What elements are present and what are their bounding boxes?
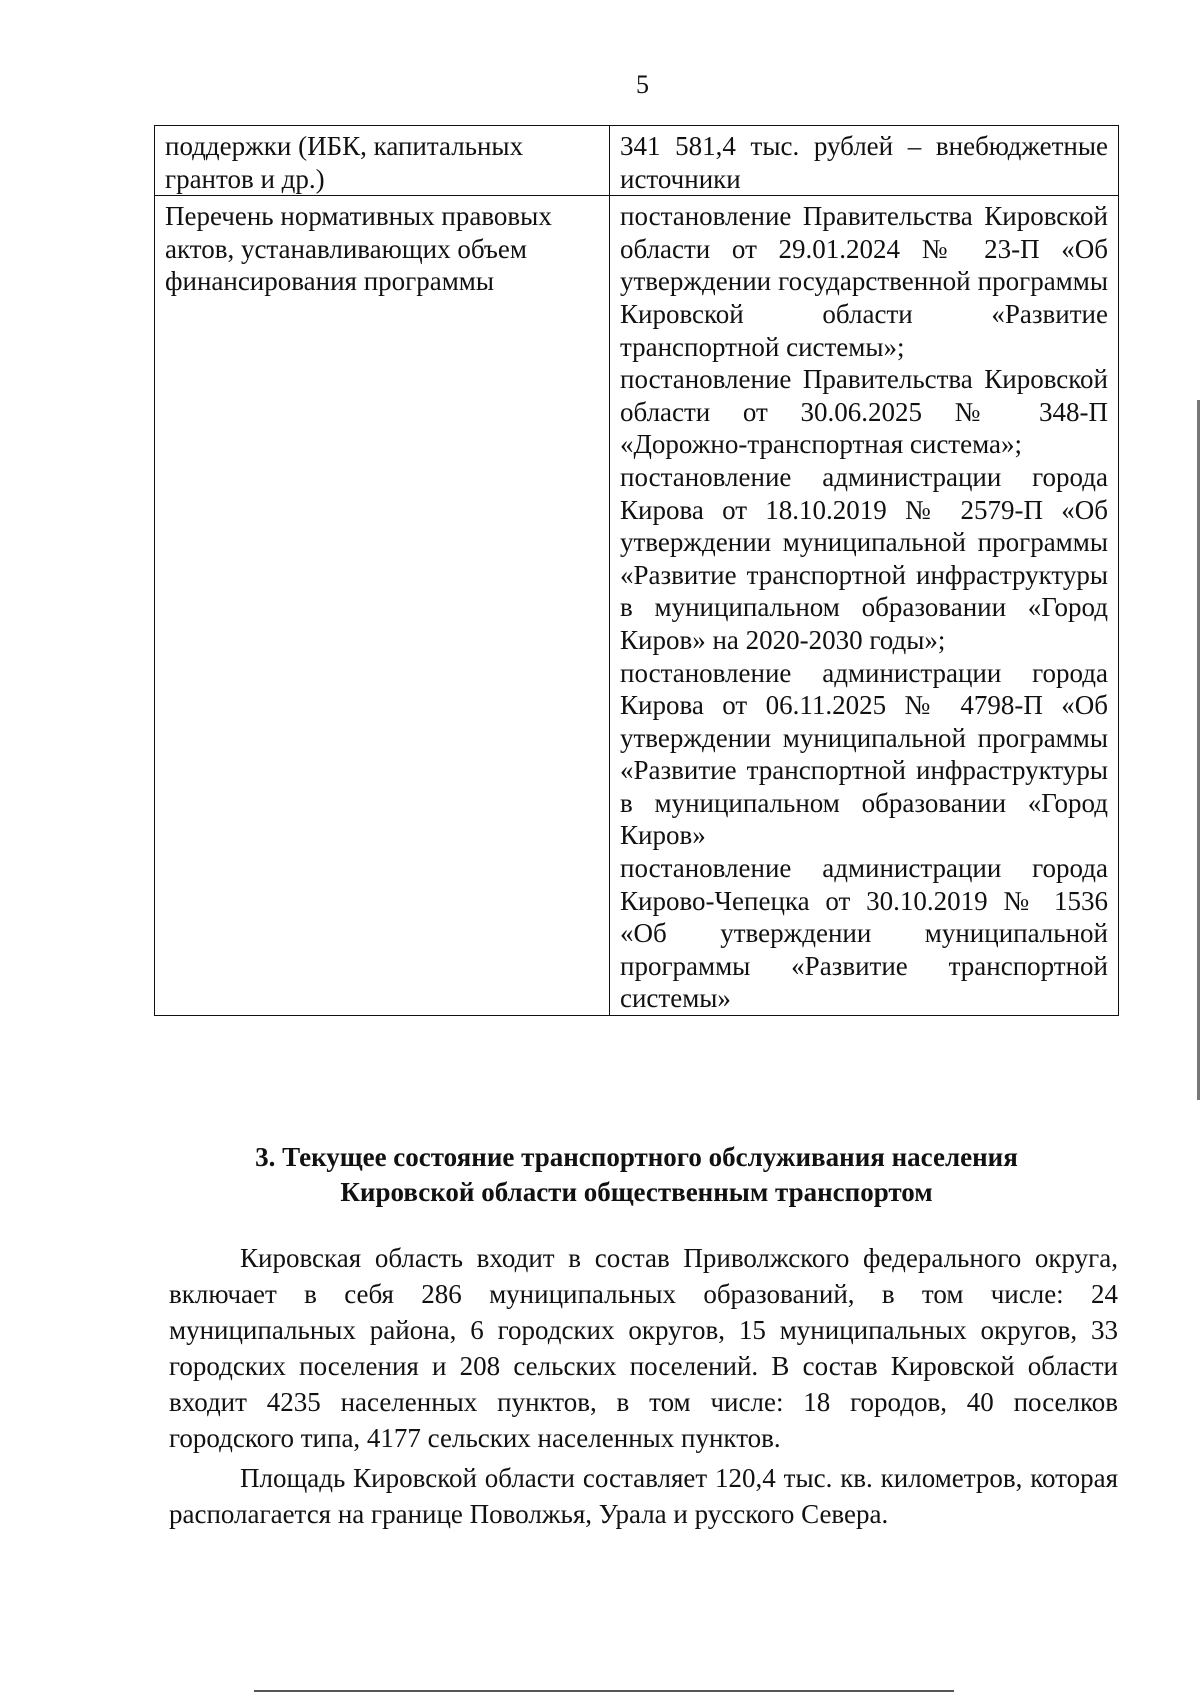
body-paragraph: Площадь Кировской области составляет 120,4 тыс. кв. километров, которая располагается на границе Поволжья, Урала и русского Севера.: [169, 1463, 1118, 1529]
table-row: [155, 196, 1119, 1016]
table-cell-value: [610, 196, 1119, 1016]
table-cell-value: [610, 126, 1119, 196]
body-paragraph: Кировская область входит в состав Приволжского федерального округа, включает в себя 286 муниципальных образований, в том числе: 24 муниципальных района, 6 городских округов, 15 муниципальных округов, 33 городских поселения и 208 сельских поселений. В состав Кировской области входит 4235 населенных пунктов, в том числе: 18 городов, 40 поселков городского типа, 4177 сельских населенных пунктов.: [169, 1243, 1118, 1453]
funding-table: [154, 125, 1119, 1016]
table-cell-label: поддержки (ИБК, капитальных грантов и др.): [155, 126, 610, 196]
section-heading: [154, 1140, 1119, 1210]
page-number: 5: [636, 70, 649, 99]
legal-act-item: постановление администрации города Кирово-Чепецка от 30.10.2019 № 1536 «Об утверждении муниципальной программы «Развитие транспортной системы»: [620, 853, 1108, 1014]
table-cell-label: Перечень нормативных правовых актов, устанавливающих объем финансирования программы: [155, 196, 610, 1016]
section-heading-line: Кировской области общественным транспортом: [340, 1177, 933, 1207]
legal-act-item: постановление Правительства Кировской области от 29.01.2024 № 23-П «Об утверждении государственной программы Кировской области «Развитие транспортной системы»;: [620, 201, 1108, 362]
legal-act-item: постановление администрации города Кирова от 06.11.2025 № 4798-П «Об утверждении муниципальной программы «Развитие транспортной инфраструктуры в муниципальном образовании «Город Киров»: [620, 657, 1108, 851]
scan-bottom-edge: [254, 1690, 954, 1692]
section-heading-line: 3. Текущее состояние транспортного обслуживания населения: [255, 1142, 1018, 1172]
table-row: [155, 126, 1119, 196]
section-body: [169, 1240, 1118, 1536]
legal-act-item: постановление администрации города Кирова от 18.10.2019 № 2579-П «Об утверждении муниципальной программы «Развитие транспортной инфраструктуры в муниципальном образовании «Город Киров» на 2020-2030 годы»;: [620, 461, 1108, 655]
legal-act-item: постановление Правительства Кировской области от 30.06.2025 № 348-П «Дорожно-транспортная система»;: [620, 364, 1108, 460]
funding-source-text: 341 581,4 тыс. рублей – внебюджетные источники: [620, 131, 1108, 194]
